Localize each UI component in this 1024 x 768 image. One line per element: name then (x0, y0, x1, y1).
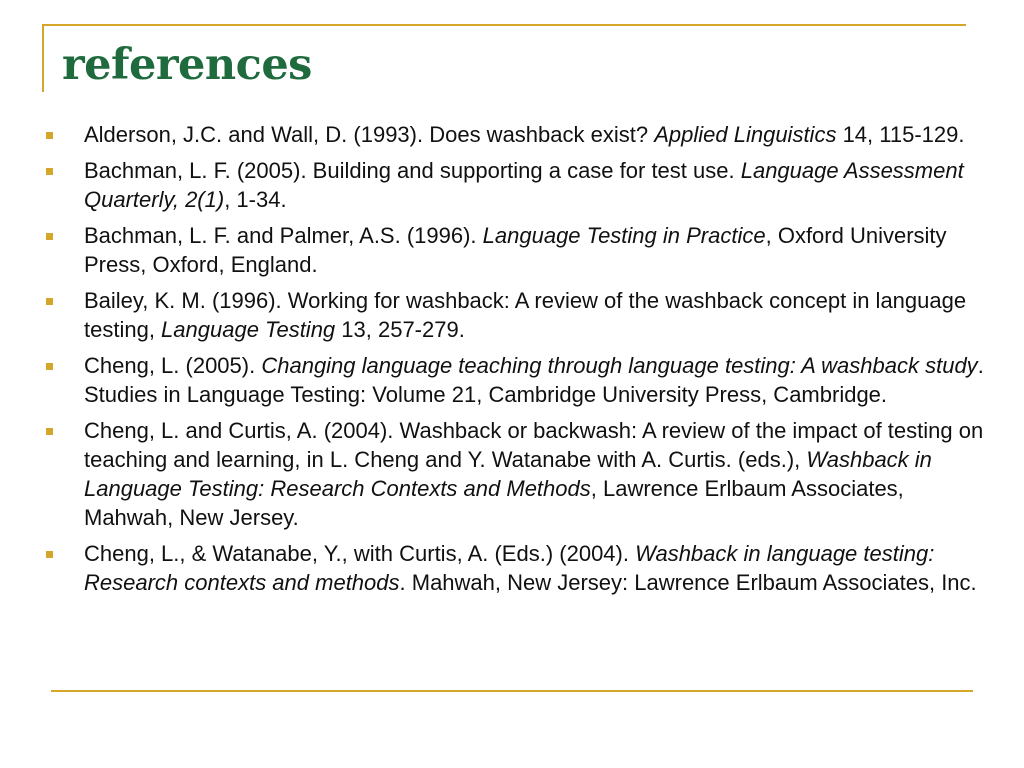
reference-text (84, 288, 966, 342)
reference-segment: Cheng, L., & Watanabe, Y., with Curtis, A. (Eds.) (2004). (84, 541, 636, 566)
reference-italic-segment: Changing language teaching through language testing: A washback study (261, 353, 978, 378)
reference-segment: . Studies in Language Testing: Volume 21, Cambridge University Press, Cambridge. (84, 353, 984, 407)
reference-italic-segment: Washback in Language Testing: Research Contexts and Methods (84, 447, 932, 501)
reference-item (44, 156, 994, 214)
reference-item (44, 286, 994, 344)
reference-italic-segment: Language Assessment Quarterly, 2(1) (84, 158, 964, 212)
reference-text (84, 122, 964, 147)
square-bullet-icon (46, 233, 53, 240)
reference-segment: . Mahwah, New Jersey: Lawrence Erlbaum Associates, Inc. (399, 570, 977, 595)
frame-top-rule (42, 24, 966, 26)
reference-item (44, 120, 994, 149)
reference-item (44, 351, 994, 409)
slide-title: references (62, 40, 312, 90)
reference-segment: , Oxford University Press, Oxford, England. (84, 223, 947, 277)
reference-text (84, 418, 983, 530)
reference-segment: , Lawrence Erlbaum Associates, Mahwah, New Jersey. (84, 476, 904, 530)
reference-segment: , 1-34. (224, 187, 287, 212)
reference-segment: Bachman, L. F. (2005). Building and supporting a case for test use. (84, 158, 741, 183)
reference-italic-segment: Language Testing (161, 317, 336, 342)
reference-segment: Bailey, K. M. (1996). Working for washback: A review of the washback concept in language testing, (84, 288, 967, 342)
reference-segment: Cheng, L. and Curtis, A. (2004). Washback or backwash: A review of the impact of testing on teaching and learning, in L. Cheng and Y. Watanabe with A. Curtis. (eds.), (84, 418, 984, 472)
reference-list (44, 120, 994, 604)
frame-bottom-rule (51, 690, 973, 692)
reference-item (44, 416, 994, 532)
reference-text (84, 353, 984, 407)
reference-item (44, 221, 994, 279)
square-bullet-icon (46, 168, 53, 175)
reference-text (84, 158, 964, 212)
reference-italic-segment: Language Testing in Practice (482, 223, 766, 248)
square-bullet-icon (46, 132, 53, 139)
frame-left-rule (42, 24, 44, 92)
reference-text (84, 541, 977, 595)
reference-segment: Alderson, J.C. and Wall, D. (1993). Does washback exist? (84, 122, 655, 147)
reference-segment: Bachman, L. F. and Palmer, A.S. (1996). (84, 223, 483, 248)
square-bullet-icon (46, 428, 53, 435)
square-bullet-icon (46, 363, 53, 370)
reference-segment: 14, 115-129. (836, 122, 965, 147)
reference-segment: 13, 257-279. (335, 317, 465, 342)
square-bullet-icon (46, 298, 53, 305)
reference-segment: Cheng, L. (2005). (84, 353, 262, 378)
reference-italic-segment: Washback in language testing: Research contexts and methods (84, 541, 935, 595)
reference-item (44, 539, 994, 597)
reference-text (84, 223, 947, 277)
reference-italic-segment: Applied Linguistics (654, 122, 837, 147)
square-bullet-icon (46, 551, 53, 558)
